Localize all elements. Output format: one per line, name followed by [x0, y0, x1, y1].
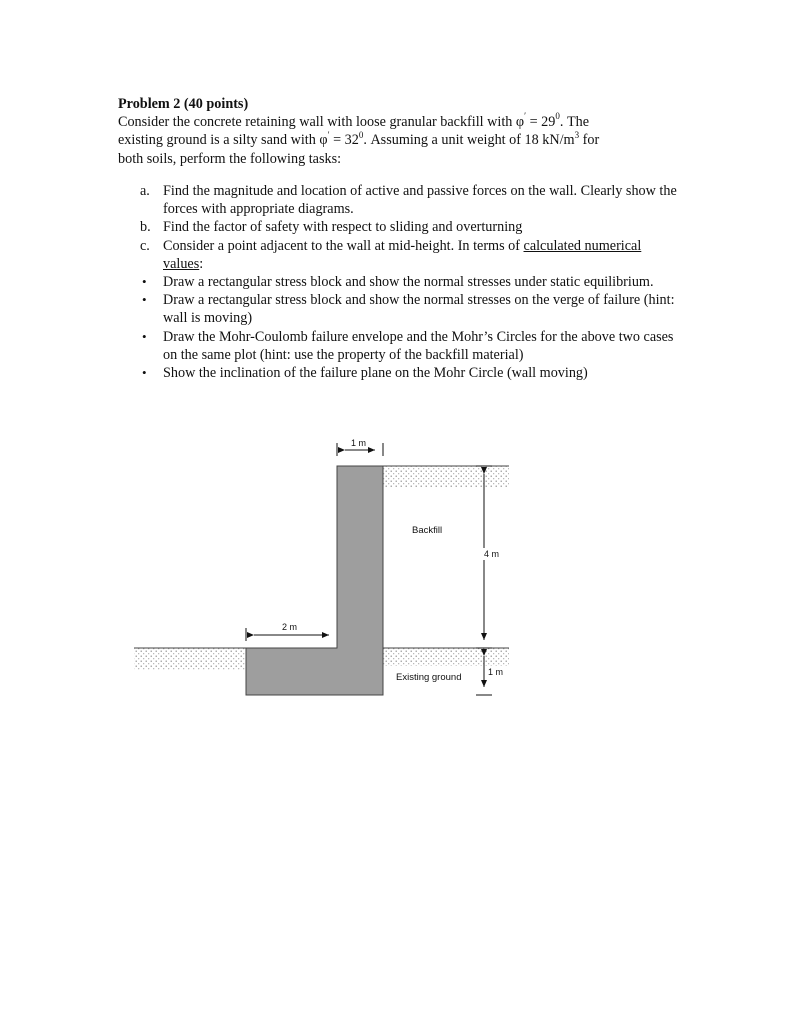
prime-mark: ′ [327, 129, 330, 140]
list-marker: a. [140, 183, 150, 199]
list-marker: c. [140, 237, 150, 254]
intro-text: for [579, 132, 600, 149]
task-text-underlined: calculated numerical values [163, 237, 642, 272]
task-text: Show the inclination of the failure plane on the Mohr Circle (wall moving) [163, 365, 588, 382]
intro-text: Consider the concrete retaining wall with loose granular backfill with φ [118, 114, 525, 131]
intro-text: = 32 [329, 132, 359, 149]
label-existing-ground: Existing ground [396, 672, 462, 683]
prime-mark: ′ [524, 111, 527, 122]
intro-text: . The [559, 114, 590, 131]
list-marker: b. [140, 219, 151, 236]
task-text: Draw the Mohr-Coulomb failure envelope and the Mohr’s Circles for the above two cases on the same plot (hint: use the property of the backfill material) [163, 328, 674, 363]
bullet-marker: • [142, 292, 147, 308]
dim-label-right-lower: 1 m [488, 667, 504, 677]
backfill-surface [383, 466, 509, 488]
problem-title: Problem 2 (40 points) [118, 96, 249, 112]
task-text: Find the factor of safety with respect to sliding and overturning [163, 219, 523, 236]
intro-line-3: both soils, perform the following tasks: [118, 150, 342, 167]
dim-label-top: 1 m [351, 438, 367, 448]
dim-label-right-upper: 4 m [484, 549, 500, 559]
retaining-wall [246, 466, 383, 695]
bullet-marker: • [142, 328, 147, 344]
dim-label-base: 2 m [282, 622, 298, 632]
bullet-marker: • [142, 274, 147, 290]
degree-superscript: 0 [358, 129, 364, 140]
task-text: Find the magnitude and location of active and passive forces on the wall. Clearly show the forces with appropriate diagrams. [163, 183, 677, 218]
task-text: Draw a rectangular stress block and show the normal stresses under static equilibrium. [163, 274, 654, 291]
intro-text: = 29 [526, 114, 556, 131]
cube-superscript: 3 [574, 129, 580, 140]
task-text: Draw a rectangular stress block and show the normal stresses on the verge of failure (hint: wall is moving) [163, 292, 675, 327]
degree-superscript: 0 [555, 111, 560, 122]
existing-ground-left [134, 648, 246, 670]
task-text: : [199, 255, 204, 272]
intro-text: existing ground is a silty sand with φ [118, 132, 328, 149]
label-backfill: Backfill [412, 525, 443, 536]
task-text: Consider a point adjacent to the wall at mid-height. In terms of [163, 237, 524, 254]
bullet-marker: • [142, 365, 147, 381]
existing-ground-right [383, 648, 509, 666]
intro-text: . Assuming a unit weight of 18 kN/m [363, 132, 575, 149]
